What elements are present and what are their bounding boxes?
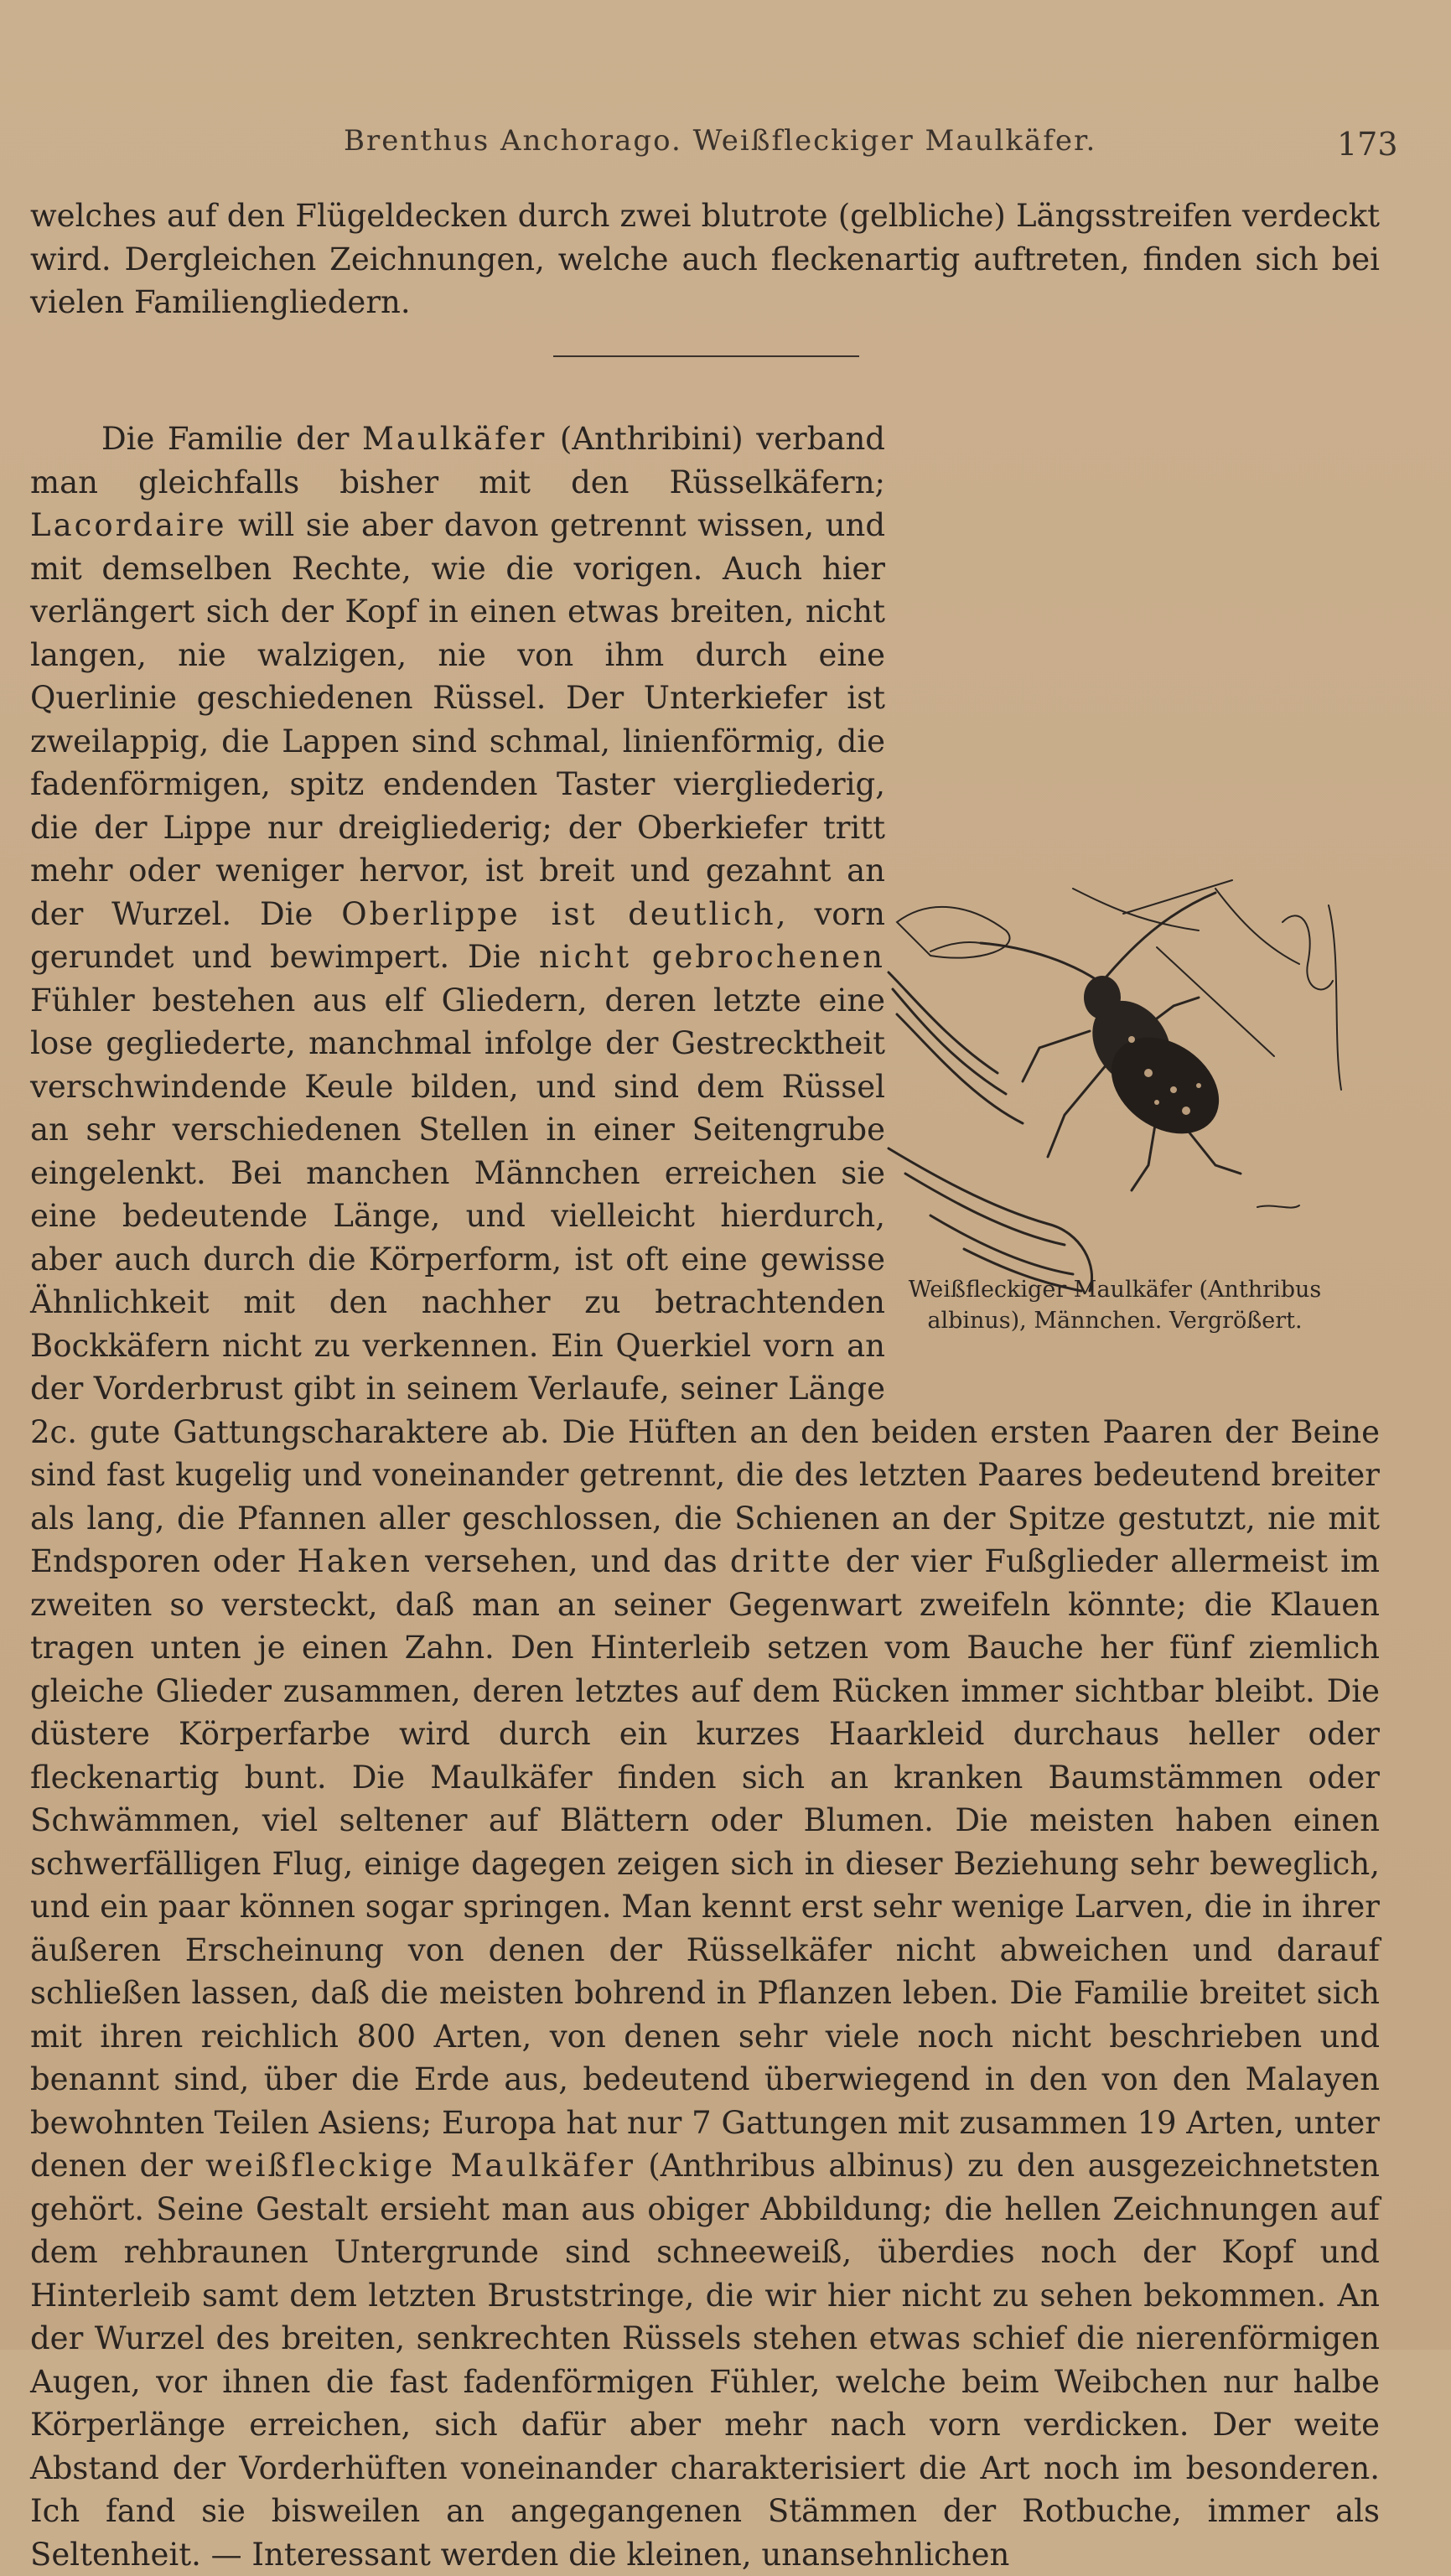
page-number: 173 xyxy=(1337,126,1398,163)
figure-caption: Weißfleckiger Maulkäfer (Anthribus albinus), Männchen. Vergrößert. xyxy=(908,1277,1322,1334)
text-run: will sie aber davon getrennt wissen, und mit demselben Rechte, wie die vorigen. Auch hier verlängert sich der Kopf in einen etwas breiten, nicht langen, nie walzigen, nie von ihm durch eine Querlinie geschiedenen Rüssel. Der Unterkiefer ist zweilappig, die Lappen sind schmal, linienförmig, die fadenförmigen, spitz endenden Taster viergliederig, die der Lippe nur dreigliederig; der Oberkiefer tritt mehr oder weniger hervor, ist breit und gezahnt an der Wurzel. Die xyxy=(30,507,885,932)
term-nicht-gebrochen: nicht gebrochenen xyxy=(538,939,885,975)
term-dritte: dritte xyxy=(729,1543,833,1579)
paragraph-maulkaefer xyxy=(30,417,1380,2576)
page-header xyxy=(0,117,1451,168)
text-run: versehen, und das xyxy=(412,1543,730,1579)
term-maulkaefer: Maulkäfer xyxy=(361,421,547,457)
term-oberlippe: Oberlippe ist deutlich xyxy=(341,895,776,932)
text-run: Fühler bestehen aus elf Gliedern, deren letzte eine lose gegliederte, manchmal infolge der Gestrecktheit verschwindende Keule bilden, und sind dem Rüssel an sehr verschiedenen Stellen in einer Seitengrube eingelenkt. Bei manchen Männchen erreichen sie eine bedeutende Länge, und vielleicht hierdurch, aber auch durch die Körperform, ist oft eine gewisse Ähnlichkeit mit den nachher zu betrachtenden Bockkäfern nicht zu verkennen. Ein Querkiel vorn an der Vorderbrust gibt in seinem Verlaufe, seiner Länge 2c. gute Gattungscharaktere ab. Die Hüften an den beiden ersten Paaren der Beine sind fast kugelig und voneinander getrennt, die des letzten Paares bedeutend breiter als lang, die Pfannen aller geschlossen, die Schienen an der Spitze gestutzt, nie mit Endsporen oder xyxy=(30,982,1380,1579)
text-run: der vier Fußglieder allermeist im zweiten so versteckt, daß man an seiner Gegenwart zweifeln könnte; die Klauen tragen unten je einen Zahn. Den Hinterleib setzen vom Bauche her fünf ziemlich gleiche Glieder zusammen, deren letztes auf dem Rücken immer sichtbar bleibt. Die düstere Körperfarbe wird durch ein kurzes Haarkleid durchaus heller oder fleckenartig bunt. Die Maulkäfer finden sich an kranken Baumstämmen oder Schwämmen, viel seltener auf Blättern oder Blumen. Die meisten haben einen schwerfälligen Flug, einige dagegen zeigen sich in dieser Beziehung sehr beweglich, und ein paar können sogar springen. Man kennt erst sehr wenige Larven, die in ihrer äußeren Erscheinung von denen der Rüsselkäfer nicht abweichen und darauf schließen lassen, daß die meisten bohrend in Pflanzen leben. Die Familie breitet sich mit ihren reichlich 800 Arten, von denen sehr viele noch nicht beschrieben und benannt sind, über die Erde aus, bedeutend überwiegend in den von den Malayen bewohnten Teilen Asiens; Europa hat nur 7 Gattungen mit zusammen 19 Arten, unter denen der xyxy=(30,1543,1381,2184)
text-run: (Anthribus albinus) zu den ausgezeichnetsten gehört. Seine Gestalt ersieht man aus obiger Abbildung; die hellen Zeichnungen auf dem rehbraunen Untergrunde sind schneeweiß, überdies noch der Kopf und Hinterleib samt dem letzten Bruststringe, die wir hier nicht zu sehen bekommen. An der Wurzel des breiten, senkrechten Rüssels stehen etwas schief die nierenförmigen Augen, vor ihnen die fast fadenförmigen Fühler, welche beim Weibchen nur halbe Körperlänge erreichen, sich dafür aber mehr nach vorn verdicken. Der weite Abstand der Vorderhüften voneinander charakterisiert die Art noch im besonderen. Ich fand sie bisweilen an angegangenen Stämmen der Rotbuche, immer als Seltenheit. — Interessant werden die kleinen, unansehnlichen xyxy=(30,2148,1380,2573)
running-head: Brenthus Anchorago. Weißfleckiger Maulkäfer. xyxy=(344,124,1097,158)
section-divider xyxy=(553,355,859,357)
beetle-illustration xyxy=(880,872,1350,1308)
text-run: Die Familie der xyxy=(101,421,362,457)
term-weissfleckige-maulkaefer: weißfleckige Maulkäfer xyxy=(205,2148,635,2184)
beetle-figure xyxy=(880,872,1350,1358)
author-lacordaire: Lacordaire xyxy=(30,507,227,543)
paragraph-top: welches auf den Flügeldecken durch zwei blutrote (gelbliche) Längsstreifen verdeckt wird. Dergleichen Zeichnungen, welche auch fleckenartig auftreten, finden sich bei vielen Familiengliedern. xyxy=(30,198,1380,320)
text-run: , vorn gerundet und bewimpert. Die xyxy=(30,895,886,975)
main-paragraph xyxy=(30,417,1380,2576)
continued-paragraph xyxy=(30,194,1380,324)
term-haken: Haken xyxy=(297,1543,412,1579)
text-run: (Anthribini) verband man gleichfalls bisher mit den Rüsselkäfern; xyxy=(30,421,885,500)
